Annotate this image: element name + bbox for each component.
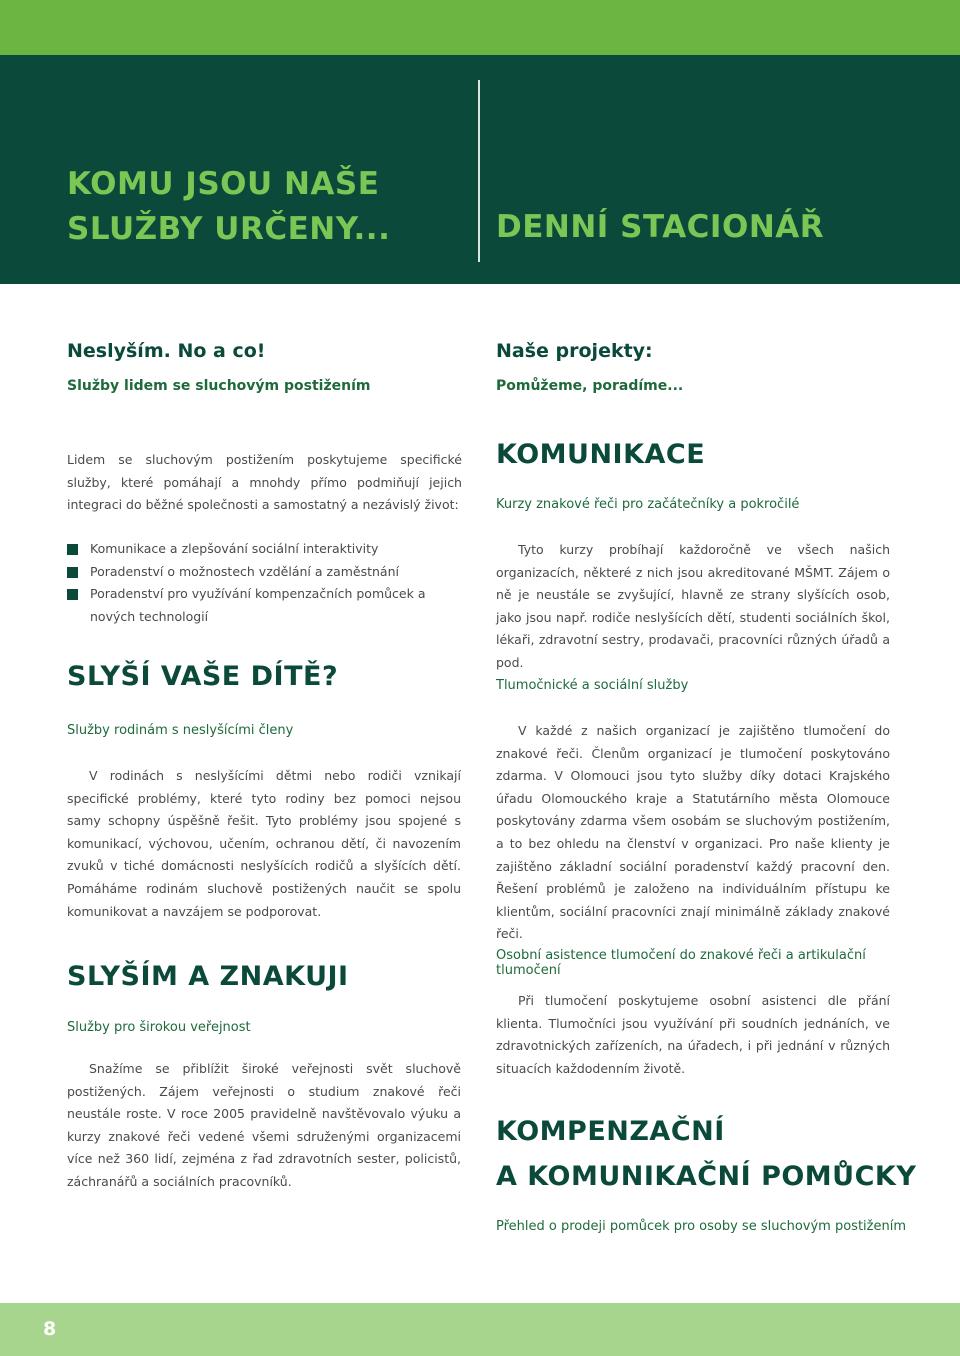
page-number: 8 [43, 1318, 57, 1340]
families-paragraph: V rodinách s neslyšícími dětmi nebo rodiči vznikají specifické problémy, které tyto rodiny bez pomoci nejsou samy schopny úspěšně řešit. Tyto problémy jsou spojené s komunikací, výchovou, učením, ochranou dětí, či navozením zvuků v tiché domácnosti neslyšících rodičů a slyšících dětí. Pomáháme rodinám sluchově postižených naučit se spolu komunikovat a navzájem se podporovat. [67, 768, 461, 919]
section-title-slysim-a-znakuji: SLYŠÍM A ZNAKUJI [67, 961, 349, 992]
assistance-paragraph: Při tlumočení poskytujeme osobní asistenci dle přání klienta. Tlumočníci jsou využívání při soudních jednáních, ve zdravotnických zařízeních, na úřadech, i při jednání v různých situacích každodenním životě. [496, 993, 890, 1076]
courses-paragraph: Tyto kurzy probíhají každoročně ve všech našich organizacích, některé z nich jsou akreditované MŠMT. Zájem o ně je neustále se zvyšující, hlavně ze strany slyšících osob, jako jsou např. rodiče neslyšících dětí, studenti sociálních škol, lékaři, zdravotní sestry, prodavači, pracovníci různých úřadů a pod. [496, 542, 890, 670]
bullet-square-icon [67, 567, 78, 578]
left-heading: Neslyším. No a co! [67, 340, 266, 362]
header-title-right: DENNÍ STACIONÁŘ [496, 209, 825, 245]
left-intro-paragraph: Lidem se sluchovým postižením poskytujeme specifické služby, které pomáhají a mnohdy přímo podmiňují jejich integraci do běžné společnosti a samostatný a nezávislý život: [67, 452, 462, 513]
section-title-komunikacni-pomucky: A KOMUNIKAČNÍ POMŮCKY [496, 1161, 917, 1192]
subheading-interpreting: Tlumočnické a sociální služby [496, 678, 689, 693]
left-heading-sub: Služby lidem se sluchovým postižením [67, 378, 371, 394]
right-heading-sub: Pomůžeme, poradíme... [496, 378, 684, 394]
interpreting-paragraph: V každé z našich organizací je zajištěno tlumočení do znakové řeči. Členům organizací je tlumočení poskytováno zdarma. V Olomouci jsou tyto služby díky dotaci Krajského úřadu Olomouckého kraje a Statutárního města Olomouce poskytovány zdarma všem osobám se sluchovým postižením, a to bez ohledu na členství v organizaci. Pro naše klienty je zajištěno základní sociální poradenství každý pracovní den. Řešení problémů je založeno na individuálním přístupu ke klientům, sociální pracovníci znají minimálně základy znakové řeči. [496, 723, 890, 942]
subheading-personal-assistance: Osobní asistence tlumočení do znakové řeči a artikulační tlumočení [496, 948, 866, 978]
section-subtitle-courses: Kurzy znakové řeči pro začátečníky a pokročilé [496, 497, 800, 512]
list-item: Komunikace a zlepšování sociální interaktivity [67, 538, 467, 561]
bullet-square-icon [67, 589, 78, 600]
list-item: Poradenství pro využívání kompenzačních pomůcek a nových technologií [67, 583, 467, 628]
public-paragraph: Snažíme se přiblížit široké veřejnosti svět sluchově postižených. Zájem veřejnosti o studium znakové řeči neustále roste. V roce 2005 pravidelně navštěvovalo výuku a kurzy znakové řeči vedené všemi sdruženými organizacemi více než 360 lidí, zejména z řad zdravotních sester, policistů, záchranářů a sociálních pracovníků. [67, 1061, 461, 1189]
section-subtitle-public: Služby pro širokou veřejnost [67, 1020, 251, 1035]
footer-band [0, 1303, 960, 1356]
section-subtitle-aids: Přehled o prodeji pomůcek pro osoby se sluchovým postižením [496, 1219, 907, 1234]
right-heading: Naše projekty: [496, 340, 653, 362]
section-title-komunikace: KOMUNIKACE [496, 439, 706, 470]
top-accent-bar [0, 0, 960, 55]
list-item: Poradenství o možnostech vzdělání a zaměstnání [67, 561, 467, 584]
section-subtitle-families: Služby rodinám s neslyšícími členy [67, 723, 294, 738]
services-list [67, 538, 467, 628]
section-title-slysi-vase-dite: SLYŠÍ VAŠE DÍTĚ? [67, 661, 339, 692]
header-title-left: KOMU JSOU NAŠE SLUŽBY URČENY... [67, 166, 391, 247]
section-title-kompenzacni: KOMPENZAČNÍ [496, 1116, 725, 1147]
header-divider [478, 80, 480, 262]
bullet-square-icon [67, 544, 78, 555]
